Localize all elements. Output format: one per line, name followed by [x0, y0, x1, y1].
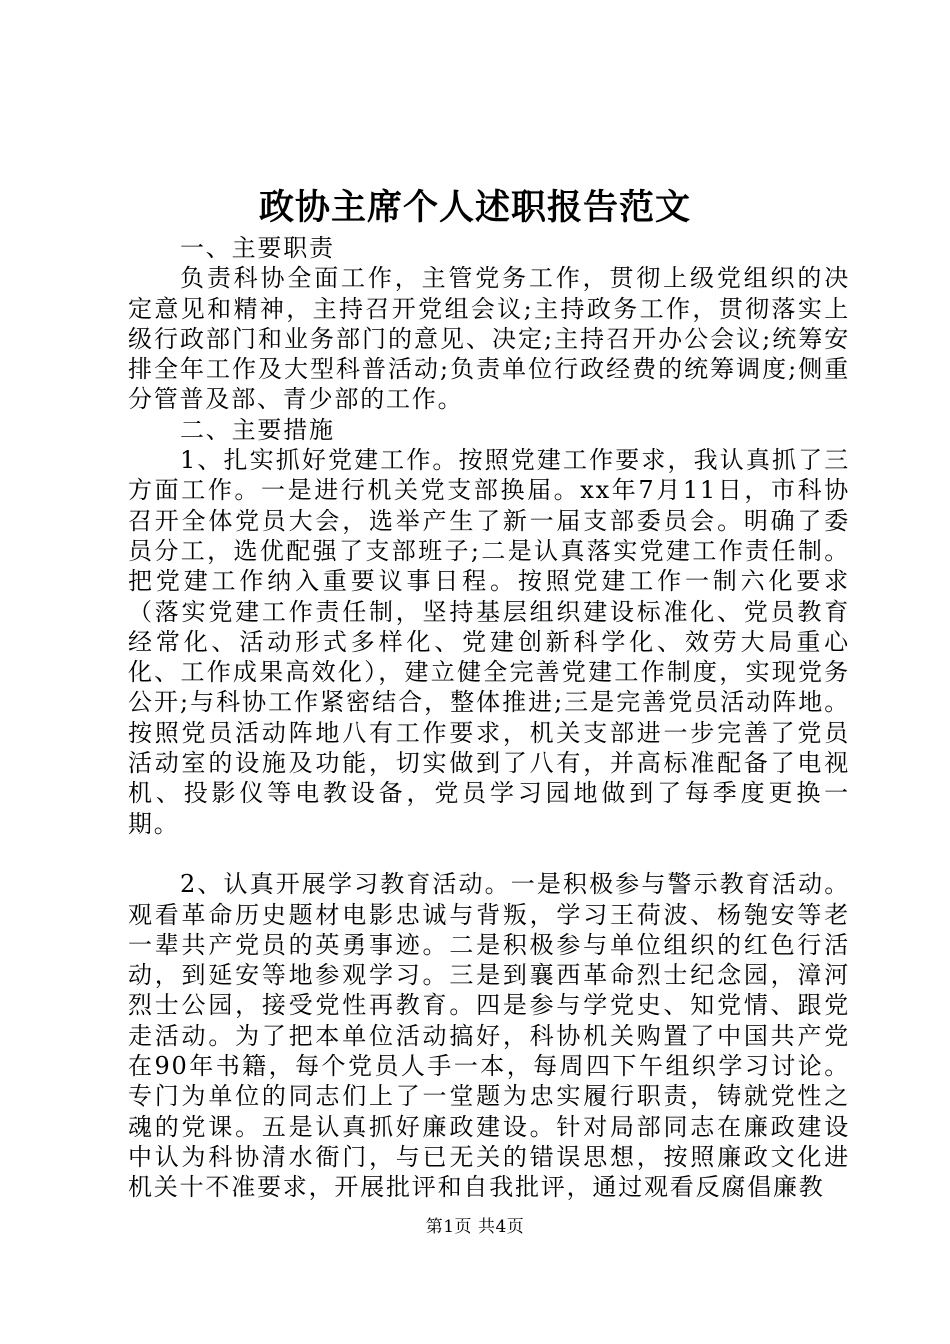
- section-heading-measures: 二、主要措施: [180, 415, 335, 444]
- document-body: [128, 233, 850, 1203]
- paragraph-party-building: 1、扎实抓好党建工作。按照党建工作要求，我认真抓了三方面工作。一是进行机关党支部换届。xx年7月11日，市科协召开全体党员大会，选举产生了新一届支部委员会。明确了委员分工，选优配强了支部班子;二是认真落实党建工作责任制。把党建工作纳入重要议事日程。按照党建工作一制六化要求（落实党建工作责任制，坚持基层组织建设标准化、党员教育经常化、活动形式多样化、党建创新科学化、效劳大局重心化、工作成果高效化），建立健全完善党建工作制度，实现党务公开;与科协工作紧密结合，整体推进;三是完善党员活动阵地。按照党员活动阵地八有工作要求，机关支部进一步完善了党员活动室的设施及功能，切实做到了八有，并高标准配备了电视机、投影仪等电教设备，党员学习园地做到了每季度更换一期。: [128, 446, 850, 838]
- document-title: 政协主席个人述职报告范文: [258, 187, 691, 228]
- paragraph-study-education: 2、认真开展学习教育活动。一是积极参与警示教育活动。观看革命历史题材电影忠诚与背叛，学习王荷波、杨匏安等老一辈共产党员的英勇事迹。二是积极参与单位组织的红色行活动，到延安等地参观学习。三是到襄西革命烈士纪念园，漳河烈士公园，接受党性再教育。四是参与学党史、知党情、跟党走活动。为了把本单位活动搞好，科协机关购置了中国共产党在90年书籍，每个党员人手一本，每周四下午组织学习讨论。专门为单位的同志们上了一堂题为忠实履行职责，铸就党性之魂的党课。五是认真抓好廉政建设。针对局部同志在廉政建设中认为科协清水衙门，与已无关的错误思想，按照廉政文化进机关十不准要求，开展批评和自我批评，通过观看反腐倡廉教: [128, 870, 850, 1202]
- section-heading-duties: 一、主要职责: [180, 234, 335, 262]
- paragraph-gap: [128, 839, 850, 869]
- paragraph-duties: 负责科协全面工作，主管党务工作，贯彻上级党组织的决定意见和精神，主持召开党组会议;主持政务工作，贯彻落实上级行政部门和业务部门的意见、决定;主持召开办公会议;统筹安排全年工作及大型科普活动;负责单位行政经费的统筹调度;侧重分管普及部、青少部的工作。: [128, 264, 850, 414]
- page-number-footer: 第1页 共4页: [425, 1217, 525, 1237]
